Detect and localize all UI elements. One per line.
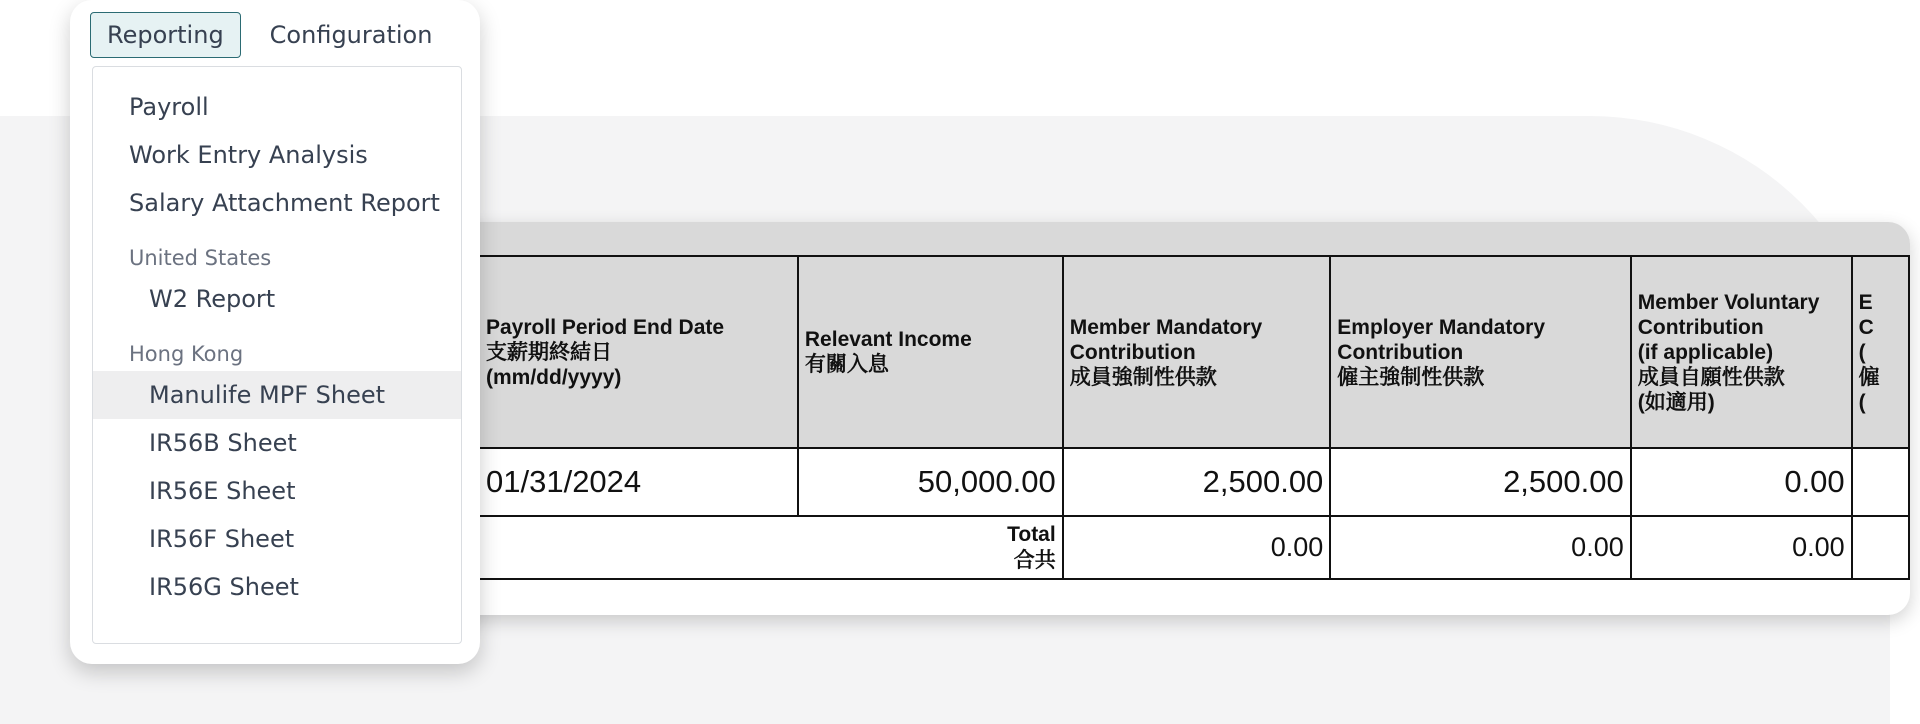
section-header-hong-kong: Hong Kong bbox=[129, 342, 244, 366]
total-member-mandatory: 0.00 bbox=[1063, 516, 1331, 579]
header-member-mandatory: Member Mandatory Contribution 成員強制性供款 bbox=[1063, 256, 1331, 448]
table-row bbox=[479, 448, 1909, 516]
menu-item-ir56b-sheet[interactable]: IR56B Sheet bbox=[149, 429, 297, 457]
menu-item-manulife-mpf-sheet[interactable]: Manulife MPF Sheet bbox=[93, 371, 461, 419]
menu-item-w2-report[interactable]: W2 Report bbox=[149, 285, 276, 313]
mpf-table bbox=[478, 255, 1910, 580]
cell-member-voluntary: 0.00 bbox=[1631, 448, 1852, 516]
top-menu-bar bbox=[90, 12, 449, 58]
sheet-header-band bbox=[400, 222, 1910, 255]
mpf-sheet-preview bbox=[400, 222, 1910, 615]
total-member-voluntary: 0.00 bbox=[1631, 516, 1852, 579]
header-member-voluntary: Member Voluntary Contribution (if applicable) 成員自願性供款 (如適用) bbox=[1631, 256, 1852, 448]
cell-employer-mandatory: 2,500.00 bbox=[1330, 448, 1630, 516]
cell-member-mandatory: 2,500.00 bbox=[1063, 448, 1331, 516]
menu-item-ir56f-sheet[interactable]: IR56F Sheet bbox=[149, 525, 295, 553]
section-header-united-states: United States bbox=[129, 246, 272, 270]
cell-end-date: 01/31/2024 bbox=[479, 448, 798, 516]
menu-item-ir56e-sheet[interactable]: IR56E Sheet bbox=[149, 477, 296, 505]
menu-item-salary-attachment-report[interactable]: Salary Attachment Report bbox=[129, 189, 440, 217]
menu-item-ir56g-sheet[interactable]: IR56G Sheet bbox=[149, 573, 299, 601]
table-header-row bbox=[479, 256, 1909, 448]
total-row bbox=[479, 516, 1909, 579]
cell-relevant-income: 50,000.00 bbox=[798, 448, 1063, 516]
reporting-menu-button[interactable]: Reporting bbox=[90, 12, 241, 58]
menu-item-payroll[interactable]: Payroll bbox=[129, 93, 209, 121]
header-employer-mandatory: Employer Mandatory Contribution 僱主強制性供款 bbox=[1330, 256, 1630, 448]
total-label: Total 合共 bbox=[479, 516, 1063, 579]
configuration-menu-button[interactable]: Configuration bbox=[253, 12, 450, 58]
header-payroll-period-end-date: Payroll Period End Date 支薪期終結日 (mm/dd/yyyy) bbox=[479, 256, 798, 448]
menu-item-work-entry-analysis[interactable]: Work Entry Analysis bbox=[129, 141, 368, 169]
header-employer-voluntary-partial: E C ( 僱 ( bbox=[1852, 256, 1909, 448]
total-employer-mandatory: 0.00 bbox=[1330, 516, 1630, 579]
header-relevant-income: Relevant Income 有關入息 bbox=[798, 256, 1063, 448]
reporting-dropdown bbox=[92, 66, 462, 644]
